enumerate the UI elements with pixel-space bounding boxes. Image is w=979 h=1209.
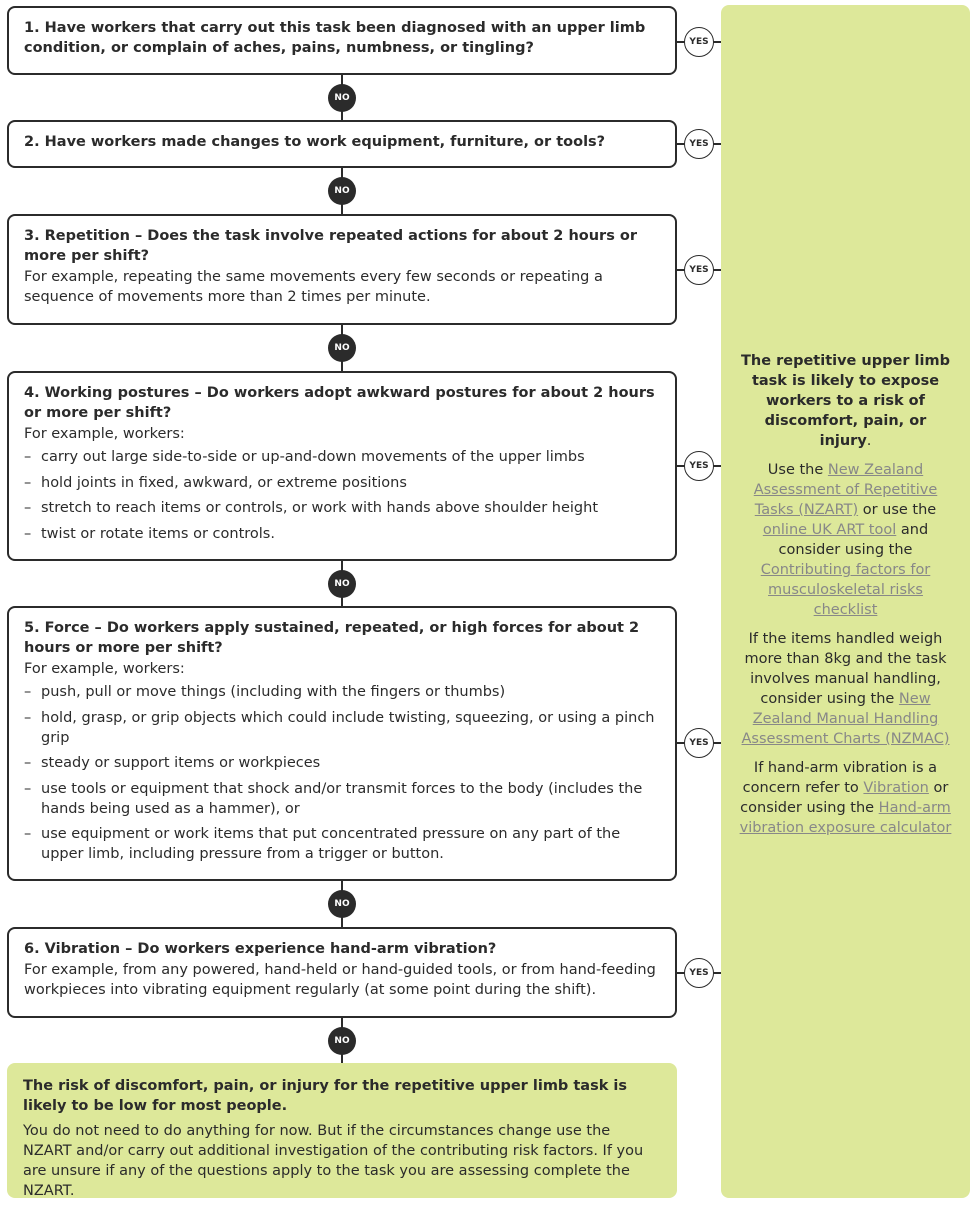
- question-2-title: 2. Have workers made changes to work equipment, furniture, or tools?: [24, 134, 606, 150]
- yes-badge: YES: [684, 728, 714, 758]
- list-item: – hold, grasp, or grip objects which could include twisting, squeezing, or using a pinch grip: [24, 708, 661, 748]
- nzmac-link[interactable]: New Zealand Manual Handling Assessment Charts (NZMAC): [741, 691, 950, 747]
- yes-outcome-heading-text: The repetitive upper limb task is likely to expose workers to a risk of discomfort, pain, or injury: [741, 353, 950, 449]
- question-5-box: [7, 606, 677, 881]
- text-span: If hand-arm vibration is a concern refer to: [742, 760, 938, 796]
- question-5-title: 5. Force – Do workers apply sustained, repeated, or high forces for about 2 hours or more per shift?: [24, 620, 640, 656]
- no-badge: NO: [328, 177, 356, 205]
- vibration-link[interactable]: Vibration: [863, 780, 929, 796]
- text-span: or consider using the: [740, 780, 949, 816]
- contributing-factors-link[interactable]: Contributing factors for musculoskeletal risks checklist: [760, 562, 931, 618]
- question-4-title: 4. Working postures – Do workers adopt awkward postures for about 2 hours or more per shift?: [24, 385, 655, 421]
- question-5-intro: For example, workers:: [24, 661, 185, 677]
- vibration-calculator-link[interactable]: Hand-arm vibration exposure calculator: [739, 800, 952, 836]
- question-1-box: [7, 6, 677, 75]
- question-4-intro: For example, workers:: [24, 426, 185, 442]
- text-span: If the items handled weigh more than 8kg and the task involves manual handling, consider using the: [744, 631, 947, 707]
- question-3-box: [7, 214, 677, 325]
- low-risk-text: You do not need to do anything for now. But if the circumstances change use the NZART and/or carry out additional investigation of the contributing risk factors. If you are unsure if any of the questions apply to the task you are assessing complete the NZART.: [23, 1123, 644, 1199]
- no-badge: NO: [328, 1027, 356, 1055]
- vibration-paragraph: [737, 758, 954, 838]
- list-item: – twist or rotate items or controls.: [24, 524, 661, 544]
- yes-badge: YES: [684, 27, 714, 57]
- nzart-paragraph: [737, 460, 954, 620]
- nzmac-paragraph: [737, 629, 954, 749]
- low-risk-result-box: [7, 1063, 677, 1198]
- question-2-box: [7, 120, 677, 168]
- yes-badge: YES: [684, 451, 714, 481]
- question-4-list: [24, 447, 661, 544]
- question-6-title: 6. Vibration – Do workers experience hand-arm vibration?: [24, 941, 497, 957]
- yes-badge: YES: [684, 129, 714, 159]
- low-risk-title: The risk of discomfort, pain, or injury for the repetitive upper limb task is likely to be low for most people.: [23, 1078, 627, 1114]
- text-span: or use the: [858, 502, 937, 518]
- uk-art-tool-link[interactable]: online UK ART tool: [762, 522, 897, 538]
- question-4-box: [7, 371, 677, 561]
- question-3-example: For example, repeating the same movements every few seconds or repeating a sequence of movements more than 2 times per minute.: [24, 269, 603, 305]
- text-span: and consider using the: [778, 522, 929, 558]
- no-badge: NO: [328, 890, 356, 918]
- question-5-list: [24, 682, 661, 864]
- question-3-title: 3. Repetition – Does the task involve repeated actions for about 2 hours or more per shift?: [24, 228, 637, 264]
- question-6-example: For example, from any powered, hand-held or hand-guided tools, or from hand-feeding workpieces into vibrating equipment regularly (at some point during the shift).: [24, 962, 656, 998]
- no-badge: NO: [328, 84, 356, 112]
- list-item: – carry out large side-to-side or up-and-down movements of the upper limbs: [24, 447, 661, 467]
- heading-period: .: [866, 433, 872, 449]
- yes-outcome-heading: [737, 351, 954, 451]
- nzart-link[interactable]: New Zealand Assessment of Repetitive Tasks (NZART): [753, 462, 938, 518]
- no-badge: NO: [328, 570, 356, 598]
- no-badge: NO: [328, 334, 356, 362]
- list-item: – use equipment or work items that put concentrated pressure on any part of the upper limb, including pressure from a trigger or button.: [24, 824, 661, 864]
- text-span: Use the: [767, 462, 828, 478]
- yes-badge: YES: [684, 958, 714, 988]
- list-item: – steady or support items or workpieces: [24, 753, 661, 773]
- list-item: – hold joints in fixed, awkward, or extreme positions: [24, 473, 661, 493]
- list-item: – use tools or equipment that shock and/or transmit forces to the body (includes the hands being used as a hammer), or: [24, 779, 661, 819]
- question-1-title: 1. Have workers that carry out this task been diagnosed with an upper limb condition, or complain of aches, pains, numbness, or tingling?: [24, 20, 646, 56]
- list-item: – stretch to reach items or controls, or work with hands above shoulder height: [24, 498, 661, 518]
- yes-outcome-content: [721, 351, 970, 847]
- list-item: – push, pull or move things (including with the fingers or thumbs): [24, 682, 661, 702]
- yes-badge: YES: [684, 255, 714, 285]
- question-6-box: [7, 927, 677, 1018]
- yes-outcome-panel: [721, 5, 970, 1198]
